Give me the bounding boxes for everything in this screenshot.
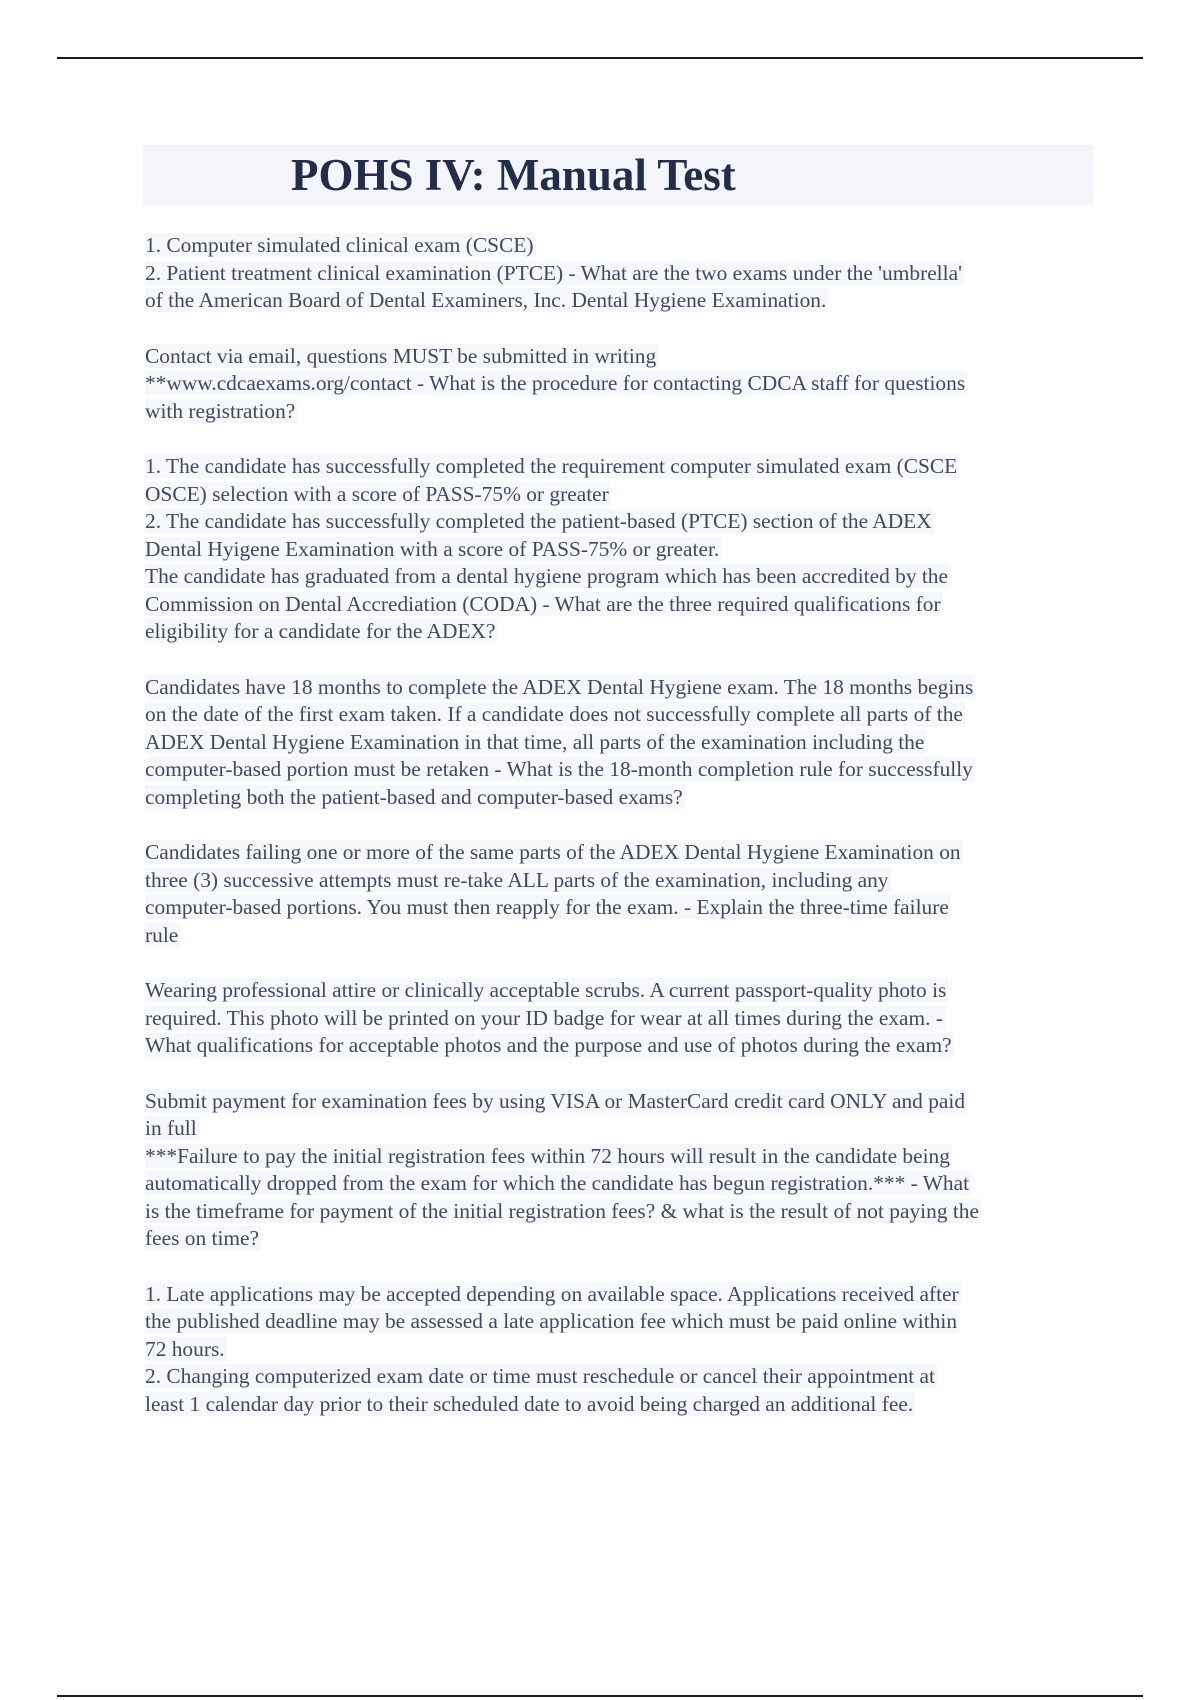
- qa-entry: [145, 232, 1090, 315]
- text-line-content: 1. Computer simulated clinical exam (CSCE): [145, 233, 534, 257]
- text-line-content: Candidates have 18 months to complete the ADEX Dental Hygiene exam. The 18 months begins: [145, 674, 974, 699]
- qa-entry: [145, 453, 1090, 646]
- text-line: [145, 784, 1090, 812]
- text-line-content: OSCE) selection with a score of PASS-75% or greater: [145, 481, 609, 506]
- text-line: [145, 1005, 1090, 1033]
- text-line: [145, 481, 1090, 509]
- text-line-content: 1. The candidate has successfully completed the requirement computer simulated exam (CSCE: [145, 454, 958, 478]
- qa-entry: [145, 839, 1090, 949]
- text-line: [145, 1363, 1090, 1391]
- text-line: [145, 1281, 1090, 1309]
- text-line-content: completing both the patient-based and computer-based exams?: [145, 784, 683, 809]
- text-line-content: 2. The candidate has successfully completed the patient-based (PTCE) section of the ADEX: [145, 509, 932, 533]
- text-line-content: three (3) successive attempts must re-take ALL parts of the examination, including any: [145, 867, 889, 892]
- text-line: [145, 756, 1090, 784]
- text-line: [145, 729, 1090, 757]
- text-line: [145, 508, 1090, 536]
- text-line: [145, 398, 1090, 426]
- text-line: [145, 1336, 1090, 1364]
- text-line: [145, 343, 1090, 371]
- text-line: [145, 1391, 1090, 1419]
- text-line: [145, 536, 1090, 564]
- text-line: [145, 1032, 1090, 1060]
- text-line-content: 2. Patient treatment clinical examination (PTCE) - What are the two exams under the 'umbrella': [145, 260, 962, 285]
- text-line: [145, 1308, 1090, 1336]
- qa-entry: [145, 674, 1090, 812]
- text-line-content: The candidate has graduated from a dental hygiene program which has been accredited by the: [145, 564, 948, 588]
- qa-entry: [145, 977, 1090, 1060]
- text-line: [145, 674, 1090, 702]
- bottom-rule: [57, 1695, 1143, 1697]
- text-line-content: Contact via email, questions MUST be submitted in writing: [145, 343, 657, 368]
- text-line: [145, 1170, 1090, 1198]
- text-line-content: least 1 calendar day prior to their scheduled date to avoid being charged an additional fee.: [145, 1391, 914, 1416]
- text-line: [145, 260, 1090, 288]
- text-line: [145, 894, 1090, 922]
- text-line-content: 2. Changing computerized exam date or time must reschedule or cancel their appointment at: [145, 1364, 935, 1388]
- text-line-content: ***Failure to pay the initial registration fees within 72 hours will result in the candidate being: [145, 1143, 950, 1168]
- text-line-content: 1. Late applications may be accepted depending on available space. Applications received after: [145, 1281, 959, 1306]
- text-line-content: What qualifications for acceptable photos and the purpose and use of photos during the exam?: [145, 1033, 952, 1057]
- text-line: [145, 287, 1090, 315]
- text-line-content: the published deadline may be assessed a late application fee which must be paid online within: [145, 1309, 958, 1333]
- text-line: [145, 618, 1090, 646]
- text-line: [145, 1198, 1090, 1226]
- text-line-content: of the American Board of Dental Examiners, Inc. Dental Hygiene Examination.: [145, 288, 827, 312]
- text-line: [145, 1143, 1090, 1171]
- text-line-content: with registration?: [145, 398, 296, 423]
- text-line-content: required. This photo will be printed on your ID badge for wear at all times during the exam. -: [145, 1005, 943, 1030]
- text-line-content: is the timeframe for payment of the initial registration fees? & what is the result of not paying the: [145, 1198, 979, 1223]
- text-line-content: **www.cdcaexams.org/contact - What is the procedure for contacting CDCA staff for questions: [145, 371, 966, 395]
- text-line-content: in full: [145, 1116, 197, 1140]
- text-line-content: computer-based portions. You must then reapply for the exam. - Explain the three-time failure: [145, 895, 949, 919]
- text-line-content: computer-based portion must be retaken - What is the 18-month completion rule for successfully: [145, 757, 973, 781]
- text-line-content: automatically dropped from the exam for which the candidate has begun registration.*** - What: [145, 1171, 970, 1195]
- text-line-content: Candidates failing one or more of the same parts of the ADEX Dental Hygiene Examination on: [145, 840, 961, 864]
- text-line-content: Submit payment for examination fees by using VISA or MasterCard credit card ONLY and paid: [145, 1088, 966, 1113]
- text-line: [145, 591, 1090, 619]
- text-line-content: eligibility for a candidate for the ADEX?: [145, 619, 496, 643]
- text-line-content: Wearing professional attire or clinically acceptable scrubs. A current passport-quality photo is: [145, 978, 947, 1002]
- text-line: [145, 977, 1090, 1005]
- text-line: [145, 232, 1090, 260]
- document-title: POHS IV: Manual Test: [291, 150, 736, 200]
- text-line: [145, 1225, 1090, 1253]
- qa-entry: [145, 1281, 1090, 1419]
- qa-entry: [145, 1088, 1090, 1253]
- document-body: [145, 232, 1090, 1446]
- text-line: [145, 370, 1090, 398]
- text-line-content: on the date of the first exam taken. If a candidate does not successfully complete all parts of the: [145, 702, 963, 726]
- text-line: [145, 839, 1090, 867]
- text-line-content: ADEX Dental Hygiene Examination in that time, all parts of the examination including the: [145, 729, 925, 754]
- text-line-content: Dental Hyigene Examination with a score of PASS-75% or greater.: [145, 536, 720, 561]
- text-line: [145, 701, 1090, 729]
- text-line: [145, 453, 1090, 481]
- text-line: [145, 563, 1090, 591]
- text-line-content: Commission on Dental Accrediation (CODA) - What are the three required qualifications for: [145, 591, 941, 616]
- text-line: [145, 1115, 1090, 1143]
- text-line-content: rule: [145, 922, 179, 947]
- text-line: [145, 1088, 1090, 1116]
- text-line-content: fees on time?: [145, 1226, 260, 1250]
- text-line-content: 72 hours.: [145, 1336, 225, 1361]
- text-line: [145, 867, 1090, 895]
- top-rule: [57, 57, 1143, 59]
- qa-entry: [145, 343, 1090, 426]
- text-line: [145, 922, 1090, 950]
